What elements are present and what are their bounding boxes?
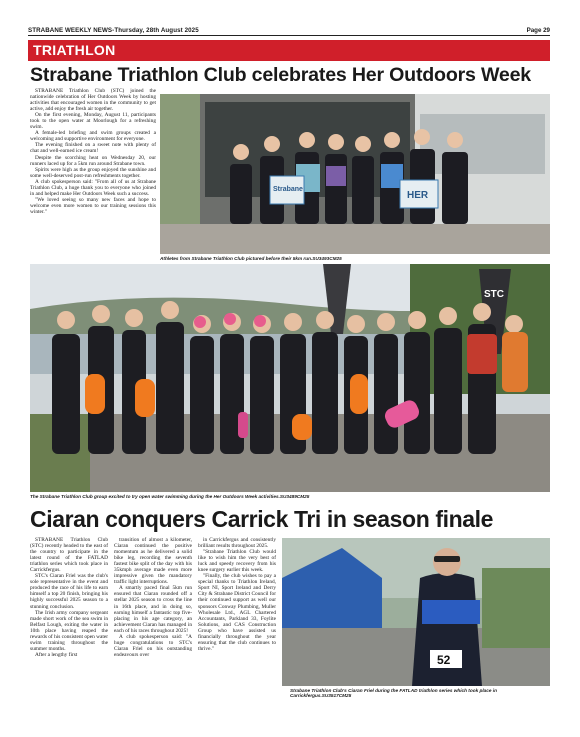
caption-run-group: Athletes from Strabane Triathlon Club pictured before their 5km run.SU3493CM25: [160, 256, 342, 261]
masthead-issue: STRABANE WEEKLY NEWS-Thursday, 28th August 2025: [28, 27, 199, 34]
paragraph: Spirits were high as the group enjoyed the sunshine and some well-deserved post-run refreshments together.: [30, 166, 156, 179]
headline-her-outdoors: Strabane Triathlon Club celebrates Her Outdoors Week: [30, 64, 531, 86]
paragraph: On the first evening, Monday, August 11, participants took to the open water at Moorlough for a refreshing swim.: [30, 112, 156, 131]
photo-swim-group-image: [30, 264, 550, 492]
paragraph: After a lengthy first: [35, 651, 78, 658]
headline-carrick-tri: Ciaran conquers Carrick Tri in season finale: [30, 506, 494, 532]
photo-swim-group: [30, 264, 550, 492]
article2-column-2: [114, 537, 192, 658]
paragraph: A female-led briefing and swim groups created a welcoming and supportive environment for everyone.: [30, 130, 156, 143]
sign-strabane: Strabane: [273, 186, 303, 193]
paragraph: "We loved seeing so many new faces and hope to welcome even more women to our training sessions this winter.": [30, 196, 156, 215]
paragraph: A smartly paced final 5km run ensured that Ciaran rounded off a stellar 2025 season to cross the line in 16th place, and in doing so, earning himself a fantastic top five-placing in his age category, an achievement Ciaran has managed in each of his races throughout 2025!: [114, 585, 192, 634]
photo-run-group-image: [160, 94, 550, 254]
paragraph: The evening finished on a sweet note with plenty of chat and well-earned ice cream!: [30, 142, 156, 155]
photo-ciaran-run-image: [282, 538, 550, 686]
paragraph: transition of almost a kilometer, Ciaran continued the positive momentum as he delivered a solid bike leg, recording the seventh fastest bike split of the day with his 35kmph average made even more impressive given the mandatory traffic light interruptions.: [114, 537, 192, 586]
paragraph: The Irish army company sergeant made short work of the sea swim in Belfast Lough, exiting the water in 10th place having reaped the rewards of his consistent open water swim training throughout the summer months.: [30, 609, 108, 652]
section-label: TRIATHLON: [33, 42, 116, 58]
article1-body: [30, 88, 156, 215]
header-rule: [28, 35, 550, 36]
article2-column-3: [198, 537, 276, 652]
article2-column-1: [30, 537, 108, 658]
paragraph: STRABANE Triathlon Club (STC) recently headed to the east of the country to participate in the latest round of the FATLAD triathlon series which took place in Carrickfergus.: [30, 537, 108, 574]
paragraph: Despite the scorching heat on Wednesday 20, our runners laced up for a 5km run around Strabane town.: [30, 154, 156, 167]
paragraph: STC's Ciaran Friel was the club's sole representative in the event and produced the race of his life to earn himself a top 20 finish, bringing his highly successful 2025 season to a stunning conclusion.: [30, 573, 108, 610]
photo-run-group: [160, 94, 550, 254]
banner-stc: STC: [484, 289, 504, 300]
sign-her: HER: [407, 190, 429, 201]
paragraph: in Carrickfergus and consistently brilliant results throughout 2025.: [198, 537, 276, 550]
race-bib: 52: [437, 653, 451, 667]
page-number: Page 29: [526, 27, 550, 34]
paragraph: A club spokesperson said: "From all of us at Strabane Triathlon Club, a huge thank you to everyone who joined in and helped make Her Outdoors Week such a success.: [30, 178, 156, 197]
caption-swim-group: The Strabane Triathlon Club group excited to try open water swimming during the Her Outdoors Week activities.SU3489CM25: [30, 494, 310, 499]
photo-ciaran-run: [282, 538, 550, 686]
caption-ciaran: Strabane Triathlon Club's Ciaran Friel during the FATLAD triathlon series which took place in Carrickfergus.SU3517CM25: [290, 688, 497, 699]
paragraph: A club spokesperson said: "A huge congratulations to STC's Ciaran Friel on his outstanding endeavours over: [114, 633, 192, 658]
paragraph: "Finally, the club wishes to pay a special thanks to Triathlon Ireland, Sport NI, Sport Ireland and Derry City & Strabane District Council for their continued support as well our sponsors Conway Plumbing, Muller Wholesale Ltd., AGL Chartered Accountants, Parkland 33, Foylite Solutions, and CAS Construction Group who have assisted us financially throughout the year ensuring that the club continues to thrive.": [198, 573, 276, 652]
paragraph: STRABANE Triathlon Club (STC) joined the nationwide celebration of Her Outdoors Week by hosting activities that encouraged women in the community to get active, add enjoy the fresh air together.: [30, 88, 156, 113]
paragraph: "Strabane Triathlon Club would like to wish him the very best of luck and speedy recovery from his knee surgery earlier this week.: [198, 549, 276, 574]
